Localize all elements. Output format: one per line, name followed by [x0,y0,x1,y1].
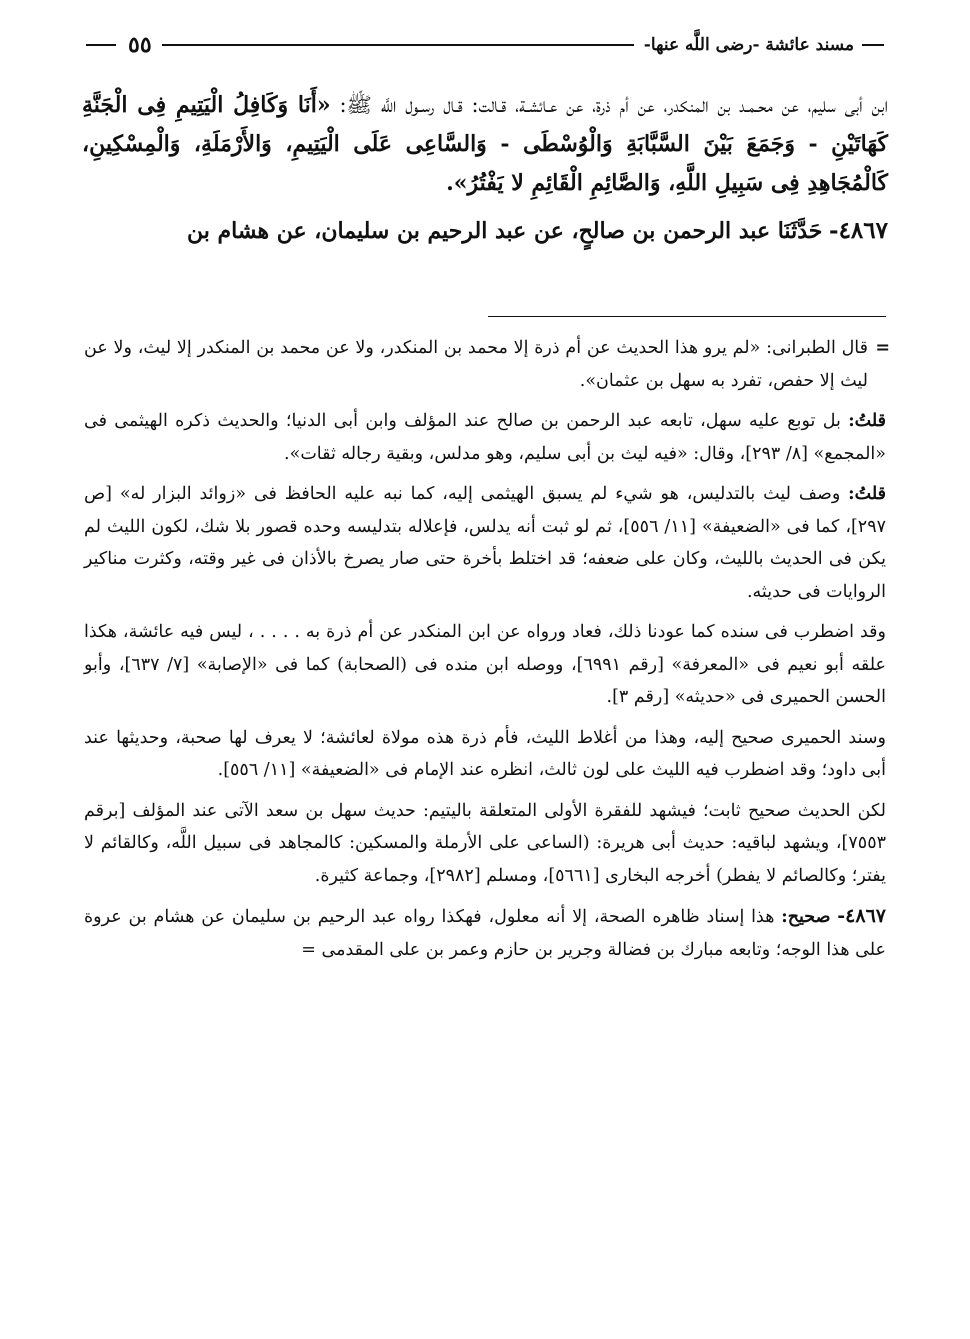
footnote-text: لكن الحديث صحيح ثابت؛ فيشهد للفقرة الأولى المتعلقة باليتيم: حديث سهل بن سعد الآتى عند المؤلف [برقم ٧٥٥٣]، ويشهد لباقيه: حديث أبى هريرة: (الساعى على الأرملة والمسكين: كالمجاهد فى سبيل اللَّه، وكالقائم لا يفتر؛ وكالصائم لا يفطر) أخرجه البخارى [٥٦٦١]، ومسلم [٢٩٨٢]، وجماعة كثيرة. [84,800,886,886]
hadith-paragraph [82,86,888,203]
footnote-text: قال الطبرانى: «لم يرو هذا الحديث عن أم ذرة إلا محمد بن المنكدر، ولا عن محمد بن المنكدر إلا ليث، ولا عن ليث إلا حفص، تفرد به سهل بن عثمان». [84,338,868,391]
footnote-text: هذا إسناد ظاهره الصحة، إلا أنه معلول، فهكذا رواه عبد الرحيم بن سليمان عن هشام بن عروة على هذا الوجه؛ وتابعه مبارك بن فضالة وجرير بن حازم وعمر بن على المقدمى [84,907,886,960]
continuation-mark: = [875,338,890,358]
header-dash-start [862,44,884,46]
footnote-text: وقد اضطرب فى سنده كما عودنا ذلك، فعاد ورواه عن ابن المنكدر عن أم ذرة به . . . . ، ليس فيه عائشة، هكذا علقه أبو نعيم فى «المعرفة» [رقم ٦٩٩١]، ووصله ابن منده فى (الصحابة) كما فى «الإصابة» [٧/ ٦٣٧]، وأبو الحسن الحميرى فى «حديثه» [رقم ٣]. [84,622,886,707]
footnote-text: بل توبع عليه سهل، تابعه عبد الرحمن بن صالح عند المؤلف وابن أبى الدنيا؛ والحديث ذكره الهيثمى فى «المجمع» [٨/ ٢٩٣]، وقال: «فيه ليث بن أبى سليم، وهو مدلس، وبقية رجاله ثقات». [84,411,886,464]
footnote-label: قلتُ: [848,411,886,431]
footnote-grade: صحيح: [781,907,831,927]
footnote-idtirab [84,616,890,714]
footnote-4867 [84,900,890,966]
hadith-text: «أَنَا وَكَافِلُ الْيَتِيمِ فِى الْجَنَّةِ كَهَاتَيْنِ - وَجَمَعَ بَيْنَ السَّبَّابَةِ وَالْوُسْطَى - وَالسَّاعِى عَلَى الْيَتِيمِ، وَالأَرْمَلَةِ، وَالْمِسْكِينِ، كَالْمُجَاهِدِ فِى سَبِيلِ اللَّهِ، وَالصَّائِمِ الْقَائِمِ لا يَفْتُرُ». [82,92,888,196]
running-header [86,30,884,60]
footnotes [84,332,890,966]
footnote-label: قلتُ: [848,484,886,504]
footnote-qultu-1 [84,405,890,470]
hadith-4867-chain: حَدَّثَنَا عبد الرحمن بن صالحٍ، عن عبد الرحيم بن سليمان، عن هشام بن [187,218,823,244]
hadith-chain: ابن أبى سليم، عن محـمـد بن المنكدر، عن أم ذرة، عن عـائشـة، قـالت: قـال رسـول اللَّه ﷺ: [339,93,889,117]
hadith-4867-paragraph [82,211,888,251]
footnote-shawahid [84,795,890,893]
footnote-separator [488,316,886,317]
footnote-text: وسند الحميرى صحيح إليه، وهذا من أغلاط الليث، فأم ذرة هذه مولاة لعائشة؛ لا يعرف لها صحبة، وحديثها عند أبى داود؛ وقد اضطرب فيه الليث على لون ثالث، انظره عند الإمام فى «الضعيفة» [١١/ ٥٥٦]. [84,727,886,780]
hadith-number: ٤٨٦٧- [829,217,888,244]
continuation-mark-end: = [301,939,316,960]
header-dash-end [86,44,116,46]
footnote-humayri [84,722,890,787]
footnote-hadith-number: ٤٨٦٧- [837,905,886,927]
footnote-qultu-2 [84,478,890,608]
footnote-tabarani [84,332,890,397]
page-number: ٥٥ [128,32,152,58]
main-text [82,86,888,251]
footnote-text: وصف ليث بالتدليس، هو شيء لم يسبق الهيثمى إليه، كما نبه عليه الحافظ فى «زوائد البزار له» [ص ٢٩٧]، كما فى «الضعيفة» [١١/ ٥٥٦]، ثم لو ثبت أنه يدلس، فإعلاله بتدليسه وحده قصور بلا شك، لكون الليث لم يكن فى الحديث بالليث، وكان على ضعفه؛ قد اختلط بأخرة حتى صار يصرخ بالأذان فى غير وقته، وكثرت مناكير الروايات فى حديثه. [84,484,886,602]
running-title: مسند عائشة -رضى اللَّه عنها- [643,35,854,55]
header-rule [162,44,634,46]
